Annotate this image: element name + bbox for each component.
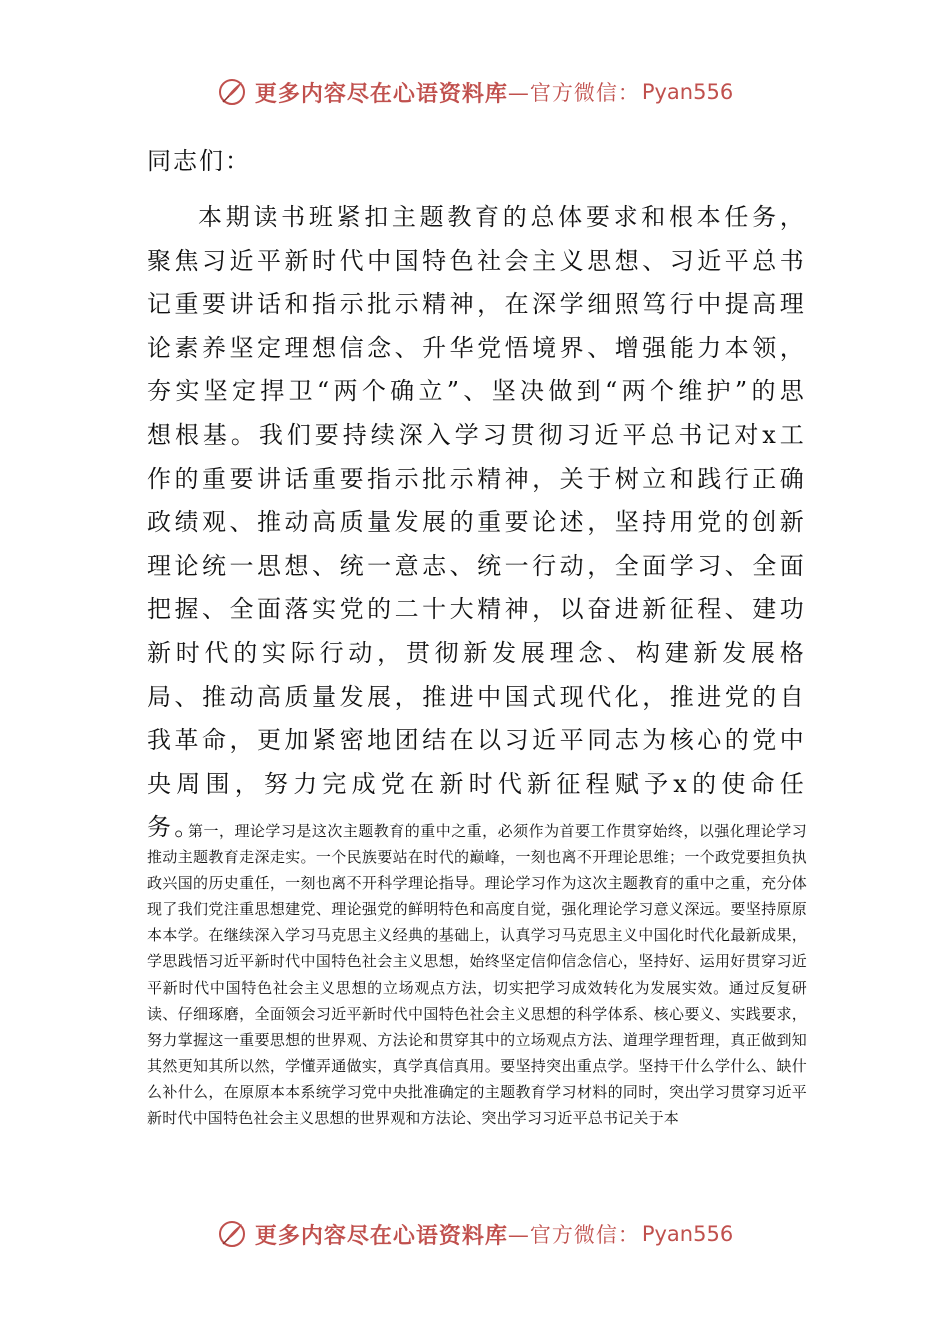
footer-banner (0, 1214, 950, 1254)
paragraph-first-point: 第一，理论学习是这次主题教育的重中之重，必须作为首要工作贯穿始终，以强化理论学习推动主题教育走深走实。一个民族要站在时代的巅峰，一刻也离不开理论思维；一个政党要担负执政兴国的历史重任，一刻也离不开科学理论指导。理论学习作为这次主题教育的重中之重，充分体现了我们党注重思想建党、理论强党的鲜明特色和高度自觉，强化理论学习意义深远。要坚持原原本本学。在继续深入学习马克思主义经典的基础上，认真学习马克思主义中国化时代化最新成果，学思践悟习近平新时代中国特色社会主义思想，始终坚定信仰信念信心，坚持好、运用好贯穿习近平新时代中国特色社会主义思想的立场观点方法，切实把学习成效转化为发展实效。通过反复研读、仔细琢磨，全面领会习近平新时代中国特色社会主义思想的科学体系、核心要义、实践要求，努力掌握这一重要思想的世界观、方法论和贯穿其中的立场观点方法、道理学理哲理，真正做到知其然更知其所以然，学懂弄通做实，真学真信真用。要坚持突出重点学。坚持干什么学什么、缺什么补什么，在原原本本系统学习党中央批准确定的主题教育学习材料的同时，突出学习贯穿习近平新时代中国特色社会主义思想的世界观和方法论、突出学习习近平总书记关于本 (147, 822, 807, 1128)
greeting: 同志们： (147, 147, 251, 175)
feather-quill-icon (217, 1219, 247, 1249)
banner-sub-text: —官方微信： (507, 81, 640, 105)
header-banner (0, 72, 950, 112)
banner-main-text: 更多内容尽在心语资料库 (254, 81, 508, 107)
feather-quill-icon (217, 77, 247, 107)
paragraph-intro: 本期读书班紧扣主题教育的总体要求和根本任务，聚焦习近平新时代中国特色社会主义思想、习近平总书记重要讲话和指示批示精神，在深学细照笃行中提高理论素养坚定理想信念、升华党悟境界、增强能力本领，夯实坚定捍卫“两个确立”、坚决做到“两个维护”的思想根基。我们要持续深入学习贯彻习近平总书记对x工作的重要讲话重要指示批示精神，关于树立和践行正确政绩观、推动高质量发展的重要论述，坚持用党的创新理论统一思想、统一意志、统一行动，全面学习、全面把握、全面落实党的二十大精神，以奋进新征程、建功新时代的实际行动，贯彻新发展理念、构建新发展格局、推动高质量发展，推进中国式现代化，推进党的自我革命，更加紧密地团结在以习近平同志为核心的党中央周围，努力完成党在新时代新征程赋予x的使命任务。 (147, 203, 807, 842)
banner-wechat-id: Pyan556 (641, 1222, 734, 1246)
banner-wechat-id: Pyan556 (641, 80, 734, 104)
banner-main-text: 更多内容尽在心语资料库 (254, 1223, 508, 1249)
banner-sub-text: —官方微信： (507, 1223, 640, 1247)
